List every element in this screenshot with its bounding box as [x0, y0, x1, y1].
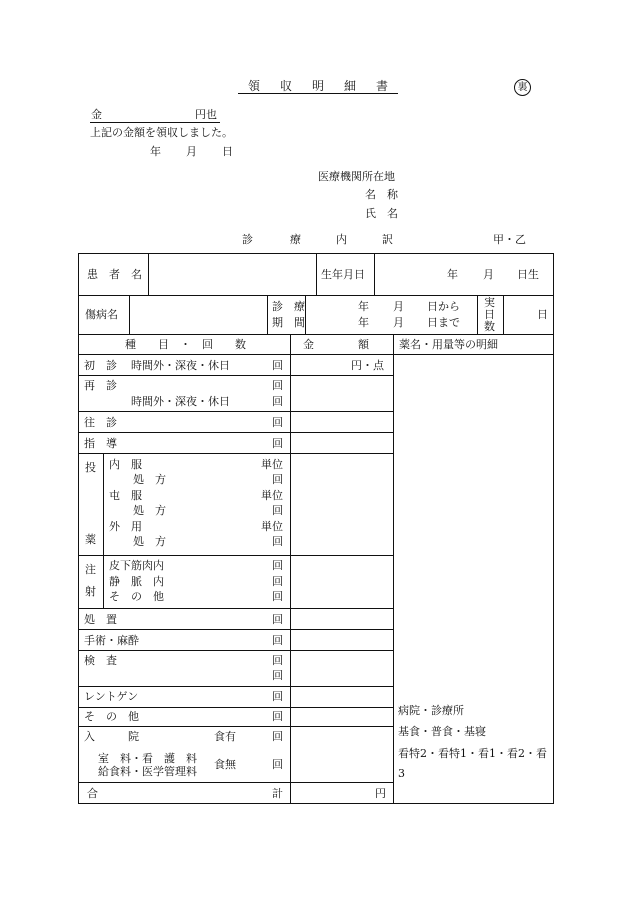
- toyaku-char: 薬: [85, 533, 96, 546]
- jikangai-label: 時間外・深夜・休日: [131, 359, 230, 372]
- title-char: 明: [311, 79, 324, 93]
- from-month: 月: [393, 300, 404, 313]
- gokei-label: 合: [87, 787, 98, 800]
- count-unit: 回: [272, 654, 283, 667]
- breakdown-char: 療: [290, 233, 301, 246]
- count-unit: 回: [272, 395, 283, 408]
- birth-month-label: 月: [483, 268, 494, 281]
- tani-unit: 単位: [261, 489, 283, 502]
- title-char: 細: [343, 79, 356, 93]
- birth-date-label: 生年月日: [321, 268, 365, 281]
- count-unit: 回: [272, 379, 283, 392]
- shitsuryo-label: 室 料・看 護 料: [98, 752, 197, 765]
- title-char: 領: [247, 79, 260, 93]
- shujutsu-label: 手術・麻酔: [84, 634, 139, 647]
- naifuku-label: 内 服: [109, 458, 142, 471]
- kihon-note: 基食・普食・基寝: [398, 725, 486, 738]
- to-day: 日まで: [427, 316, 460, 329]
- items-column-header: 種 目 ・ 回 数: [125, 338, 246, 351]
- breakdown-char: 訳: [382, 233, 393, 246]
- tani-unit: 単位: [261, 458, 283, 471]
- count-unit: 回: [272, 669, 283, 682]
- kantoku-note-2: 3: [398, 767, 405, 780]
- shohou-label: 処 方: [133, 535, 166, 548]
- yen-ten-unit: 円・点: [351, 359, 384, 372]
- count-unit: 回: [272, 416, 283, 429]
- detail-column-header: 薬名・用量等の明細: [399, 338, 498, 351]
- shokumu-label: 食無: [214, 758, 236, 771]
- nyuin-label: 入 院: [84, 730, 139, 743]
- saishin-label: 再 診: [84, 379, 117, 392]
- toyaku-char: 投: [85, 461, 96, 474]
- count-unit: 回: [272, 690, 283, 703]
- breakdown-char: 内: [336, 233, 347, 246]
- actual-days-char: 日: [484, 308, 495, 321]
- amount-column-header: 金 額: [303, 338, 369, 351]
- oushin-label: 往 診: [84, 416, 117, 429]
- kei-label: 計: [272, 787, 283, 800]
- to-year: 年: [358, 316, 369, 329]
- reverse-side-mark: 裏: [514, 79, 531, 96]
- count-unit: 回: [272, 590, 283, 603]
- kou-otsu-label: 甲・乙: [493, 233, 526, 246]
- title-char: 収: [279, 79, 292, 93]
- kensa-label: 検 査: [84, 654, 117, 667]
- from-day: 日から: [427, 300, 460, 313]
- breakdown-sheet: [78, 253, 554, 804]
- amount-line: [90, 109, 220, 123]
- enyanari-label: 円也: [195, 108, 217, 121]
- chusha-char: 射: [85, 585, 96, 598]
- actual-days-char: 数: [484, 320, 495, 333]
- count-unit: 回: [272, 473, 283, 486]
- disease-label: 傷病名: [85, 308, 118, 321]
- count-unit: 回: [272, 710, 283, 723]
- count-unit: 回: [272, 575, 283, 588]
- sonota-label: そ の 他: [109, 590, 164, 603]
- hika-label: 皮下筋肉内: [109, 559, 164, 572]
- count-unit: 回: [272, 437, 283, 450]
- period-label-1: 診 療: [272, 300, 305, 313]
- count-unit: 回: [272, 535, 283, 548]
- shoshin-label: 初 診: [84, 359, 117, 372]
- clinic-name-label: 名 称: [365, 188, 398, 201]
- received-text: 上記の金額を領収しました。: [90, 126, 233, 139]
- document-title: [238, 80, 398, 94]
- receipt-day: 日: [222, 145, 233, 158]
- yen-unit: 円: [375, 787, 386, 800]
- tonpuku-label: 屯 服: [109, 489, 142, 502]
- count-unit: 回: [272, 634, 283, 647]
- gaiyou-label: 外 用: [109, 520, 142, 533]
- birth-day-label: 日生: [517, 268, 539, 281]
- shidou-label: 指 導: [84, 437, 117, 450]
- breakdown-char: 診: [242, 233, 253, 246]
- shohou-label: 処 方: [133, 473, 166, 486]
- count-unit: 回: [272, 613, 283, 626]
- kantoku-note: 看特2・看特1・看1・看2・看: [398, 747, 547, 760]
- patient-name-label: 患 者 名: [87, 268, 142, 281]
- count-unit: 回: [272, 504, 283, 517]
- byoin-note: 病院・診療所: [398, 704, 464, 717]
- clinic-address-label: 医療機関所在地: [318, 170, 395, 183]
- period-label-2: 期 間: [272, 316, 305, 329]
- kin-label: 金: [91, 108, 102, 121]
- count-unit: 回: [272, 559, 283, 572]
- chusha-char: 注: [85, 563, 96, 576]
- rentogen-label: レントゲン: [84, 690, 139, 703]
- receipt-year: 年: [150, 145, 161, 158]
- count-unit: 回: [272, 758, 283, 771]
- clinic-person-label: 氏 名: [365, 207, 398, 220]
- actual-days-char: 実: [484, 296, 495, 309]
- shokuyu-label: 食有: [214, 730, 236, 743]
- count-unit: 回: [272, 359, 283, 372]
- birth-year-label: 年: [447, 268, 458, 281]
- shohou-label: 処 方: [133, 504, 166, 517]
- from-year: 年: [358, 300, 369, 313]
- jomyaku-label: 静 脈 内: [109, 575, 164, 588]
- title-char: 書: [375, 79, 388, 93]
- sonota2-label: そ の 他: [84, 710, 139, 723]
- receipt-month: 月: [186, 145, 197, 158]
- kyushoku-label: 給食料・医学管理料: [98, 765, 197, 778]
- tani-unit: 単位: [261, 520, 283, 533]
- to-month: 月: [393, 316, 404, 329]
- jikangai-label: 時間外・深夜・休日: [131, 395, 230, 408]
- shochi-label: 処 置: [84, 613, 117, 626]
- count-unit: 回: [272, 730, 283, 743]
- days-unit: 日: [537, 308, 548, 321]
